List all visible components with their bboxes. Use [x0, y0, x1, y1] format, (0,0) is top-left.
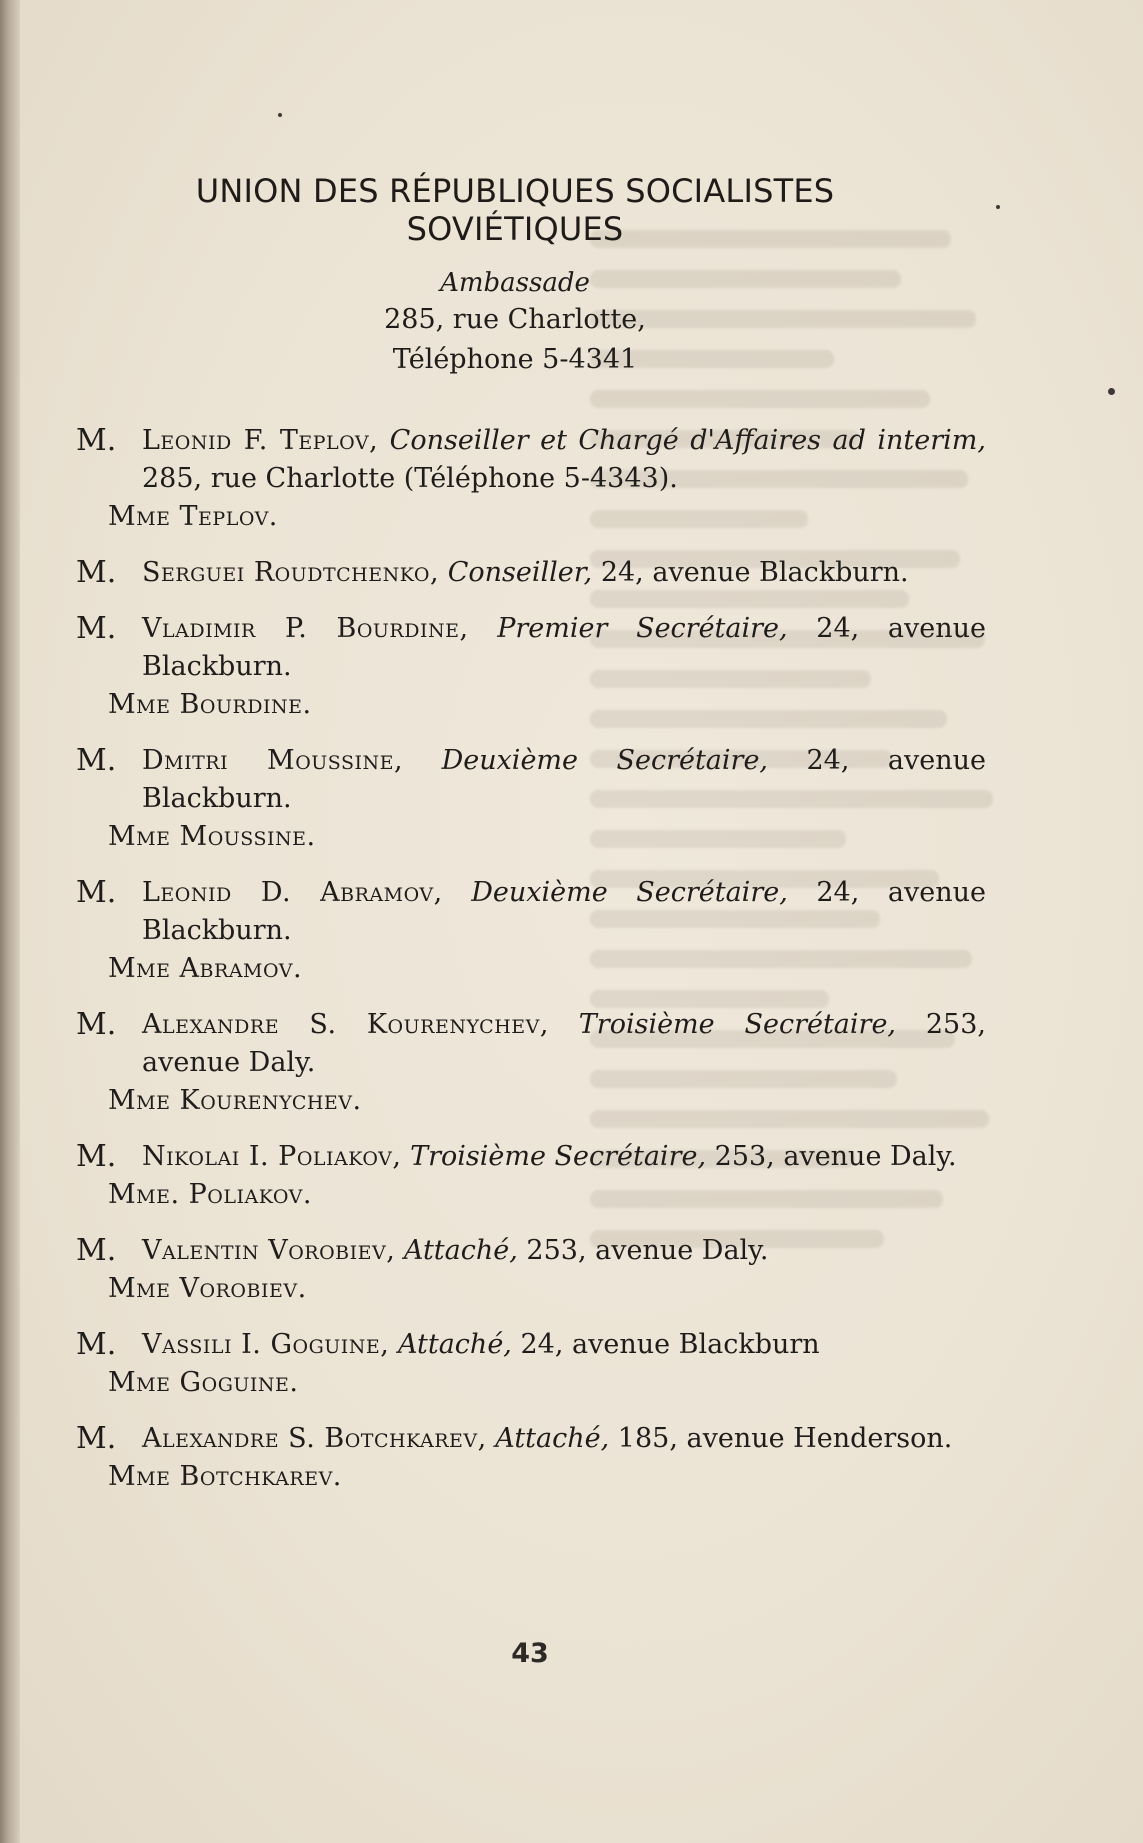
entry-spouse: Mme Teplov.	[108, 501, 278, 532]
entry-main	[76, 742, 986, 818]
list-item	[76, 422, 986, 536]
list-item	[76, 1326, 986, 1402]
entry-main	[76, 874, 986, 950]
entry-main	[76, 1006, 986, 1082]
list-item	[76, 742, 986, 856]
entry-address: 24, avenue Blackburn.	[600, 557, 909, 588]
entry-name: Leonid D. Abramov,	[142, 877, 443, 908]
entry-role: Premier Secrétaire,	[497, 613, 788, 644]
entry-name: Nikolai I. Poliakov,	[142, 1141, 402, 1172]
entry-address: 24, avenue Blackburn.	[142, 613, 986, 682]
entry-spouse: Mme Goguine.	[108, 1367, 299, 1398]
ink-speck	[1108, 388, 1115, 395]
entry-name: Vladimir P. Bourdine,	[142, 613, 469, 644]
entry-main	[76, 1420, 986, 1458]
entry-role: Attaché,	[495, 1423, 610, 1454]
entry-address: 185, avenue Henderson.	[617, 1423, 953, 1454]
entry-address: 253, avenue Daly.	[142, 1009, 986, 1078]
entry-name: Alexandre S. Kourenychev,	[142, 1009, 549, 1040]
entry-role: Conseiller,	[447, 557, 593, 588]
entry-address: 253, avenue Daly.	[714, 1141, 957, 1172]
address-line-1: 285, rue Charlotte,	[384, 304, 646, 335]
list-item	[76, 610, 986, 724]
entry-spouse: Mme. Poliakov.	[108, 1179, 312, 1210]
entry-main	[76, 422, 986, 498]
entry-prefix: M.	[76, 1421, 117, 1456]
entry-name: Vassili I. Goguine,	[142, 1329, 390, 1360]
entry-address: 24, avenue Blackburn	[520, 1329, 820, 1360]
entry-prefix: M.	[76, 1327, 117, 1362]
entry-address: 285, rue Charlotte (Téléphone 5-4343).	[142, 463, 678, 494]
entry-prefix: M.	[76, 1233, 117, 1268]
entry-role: Attaché,	[397, 1329, 512, 1360]
list-item	[76, 1006, 986, 1120]
entry-prefix: M.	[76, 743, 117, 778]
entry-prefix: M.	[76, 1007, 117, 1042]
entry-prefix: M.	[76, 423, 117, 458]
entry-role: Attaché,	[403, 1235, 518, 1266]
document-heading	[130, 172, 900, 380]
list-item	[76, 1420, 986, 1496]
entry-prefix: M.	[76, 875, 117, 910]
entry-spouse: Mme Vorobiev.	[108, 1273, 307, 1304]
entry-role: Deuxième Secrétaire,	[441, 745, 769, 776]
entry-spouse: Mme Bourdine.	[108, 689, 312, 720]
entry-role: Deuxième Secrétaire,	[471, 877, 788, 908]
list-item	[76, 1138, 986, 1214]
entry-prefix: M.	[76, 611, 117, 646]
ink-speck	[996, 205, 1000, 209]
entry-main	[76, 554, 986, 592]
ink-speck	[278, 113, 282, 117]
page-spine-shadow	[0, 0, 20, 1843]
entry-spouse: Mme Kourenychev.	[108, 1085, 362, 1116]
entry-spouse: Mme Botchkarev.	[108, 1461, 342, 1492]
entry-name: Serguei Roudtchenko,	[142, 557, 440, 588]
entry-role: Troisième Secrétaire,	[578, 1009, 897, 1040]
entry-name: Alexandre S. Botchkarev,	[142, 1423, 487, 1454]
entry-address: 24, avenue Blackburn.	[142, 877, 986, 946]
entry-name: Dmitri Moussine,	[142, 745, 404, 776]
entry-list	[76, 422, 986, 1514]
entry-main	[76, 1232, 986, 1270]
list-item	[76, 554, 986, 592]
page-number: 43	[511, 1638, 549, 1669]
entry-role: Conseiller et Chargé d'Affaires ad interim,	[389, 425, 986, 456]
list-item	[76, 1232, 986, 1308]
address-line-2: Téléphone 5-4341	[392, 344, 638, 375]
entry-address: 24, avenue Blackburn.	[142, 745, 986, 814]
list-item	[76, 874, 986, 988]
subtitle: Ambassade	[440, 268, 590, 298]
entry-main	[76, 1138, 986, 1176]
entry-address: 253, avenue Daly.	[526, 1235, 769, 1266]
entry-spouse: Mme Moussine.	[108, 821, 316, 852]
title-line-2: SOVIÉTIQUES	[406, 210, 624, 248]
entry-spouse: Mme Abramov.	[108, 953, 303, 984]
entry-prefix: M.	[76, 1139, 117, 1174]
entry-main	[76, 610, 986, 686]
entry-main	[76, 1326, 986, 1364]
title-line-1: UNION DES RÉPUBLIQUES SOCIALISTES	[195, 172, 835, 210]
entry-prefix: M.	[76, 555, 117, 590]
entry-name: Leonid F. Teplov,	[142, 425, 379, 456]
entry-role: Troisième Secrétaire,	[410, 1141, 707, 1172]
entry-name: Valentin Vorobiev,	[142, 1235, 396, 1266]
